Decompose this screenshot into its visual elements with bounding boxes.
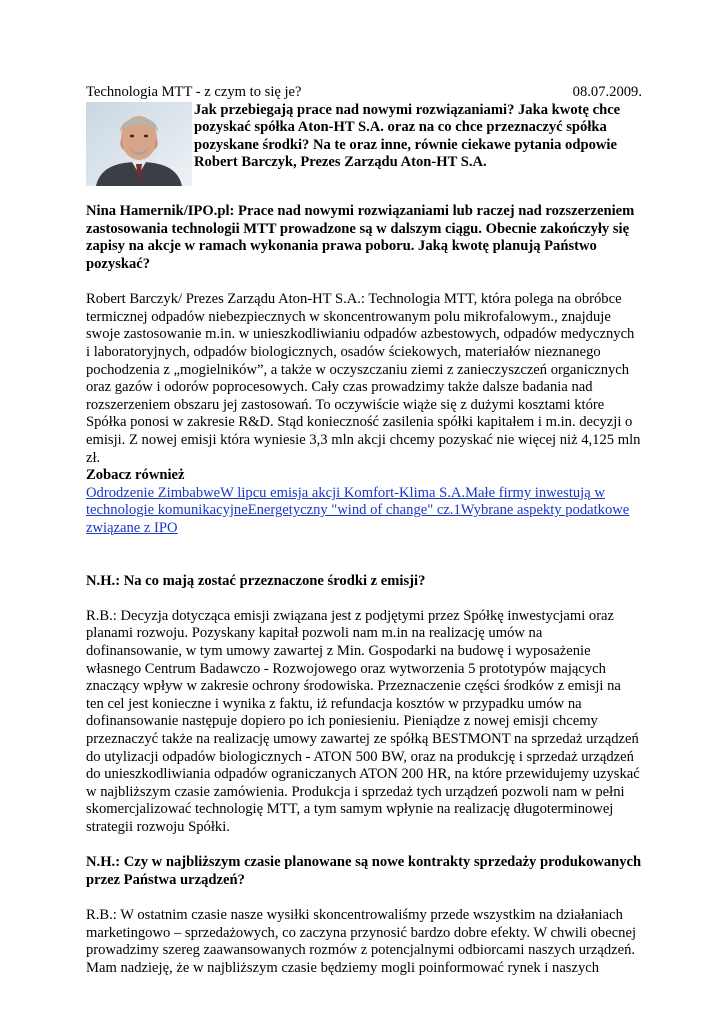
intro-block xyxy=(86,102,642,186)
spacer xyxy=(86,590,642,608)
question-2: N.H.: Na co mają zostać przeznaczone środki z emisji? xyxy=(86,572,426,589)
see-also-links xyxy=(86,485,642,538)
question-1: Nina Hamernik/IPO.pl: Prace nad nowymi rozwiązaniami lub raczej nad rozszerzeniem zastosowania technologii MTT prowadzone są w dalszym ciągu. Obecnie zakończyły się zapisy na akcje w ramach wykonania prawa poboru. Jaką kwotę planują Państwo pozyskać? xyxy=(86,203,635,272)
spacer xyxy=(86,537,642,555)
spacer xyxy=(86,186,642,204)
link-male-firmy[interactable]: Małe firmy inwestują w technologie komunikacyjne xyxy=(86,484,605,519)
portrait-photo-icon xyxy=(86,102,192,186)
spacer xyxy=(86,889,642,907)
spacer xyxy=(86,274,642,292)
answer-3: R.B.: W ostatnim czasie nasze wysiłki skoncentrowaliśmy przede wszystkim na działaniach marketingowo – sprzedażowych, co zaczyna przynosić bardzo dobre efekty. W chwili obecnej prowadzimy szereg zaawansowanych rozmów z potencjalnymi odbiorcami naszych urządzeń. Mam nadzieję, że w najbliższym czasie będziemy mogli poinformować rynek i naszych xyxy=(86,906,637,976)
link-komfort-klima[interactable]: W lipcu emisja akcji Komfort-Klima S.A. xyxy=(220,484,466,501)
article-date: 08.07.2009. xyxy=(572,84,642,100)
document-page xyxy=(86,84,642,977)
see-also-label: Zobacz również xyxy=(86,467,185,484)
answer-1: Robert Barczyk/ Prezes Zarządu Aton-HT S.A.: Technologia MTT, która polega na obróbce termicznej odpadów niebezpiecznych w skoncentrowanym polu mikrofalowym., znajduje swoje zastosowanie m.in. w unieszkodliwianiu odpadów azbestowych, odpadów medycznych i laboratoryjnych, odpadów biologicznych, osadów ściekowych, materiałów nieznanego pochodzenia z „mogielników”, a także w oczyszczaniu ziemi z zanieczyszczeń organicznych oraz gazów i odorów poprocesowych. Cały czas prowadzimy także dalsze badania nad rozszerzeniem obszaru jej zastosowań. To oczywiście wiąże się z dużymi kosztami które Spółka ponosi w zakresie R&D. Stąd konieczność zasilenia spółki kapitałem i m.in. decyzji o emisji. Z nowej emisji która wyniesie 3,3 mln akcji chcemy pozyskać nie więcej niż 4,125 mln zł. xyxy=(86,291,641,466)
spacer xyxy=(86,555,642,573)
answer-2: R.B.: Decyzja dotycząca emisji związana jest z podjętymi przez Spółkę inwestycjami oraz planami rozwoju. Pozyskany kapitał pozwoli nam m.in na realizację umów na dofinansowanie, w tym umowy zawartej z Min. Gospodarki na budowę i wyposażenie własnego Centrum Badawczo - Rozwojowego oraz wytworzenia 5 prototypów mających znaczący wpływ w zakresie ochrony środowiska. Przeznaczenie części środków z emisji na ten cel jest konieczne i wynika z faktu, iż refundacja kosztów w przypadku umów na dofinansowanie następuje dopiero po ich poniesieniu. Pieniądze z nowej emisji chcemy przeznaczyć także na realizację umowy zawartej ze spółką BESTMONT na sprzedaż urządzeń do utylizacji odpadów biologicznych - ATON 500 BW, oraz na produkcję i sprzedaż urządzeń do unieszkodliwiania odpadów ograniczanych ATON 200 HR, na które przewidujemy uzyskać w najbliższym czasie zamówienia. Produkcja i sprzedaż tych urządzeń pozwoli nam w pełni skomercjalizować technologię MTT, a tym samym wpłynie na realizację długoterminowej strategii rozwoju Spółki. xyxy=(86,607,640,835)
link-odrodzenie-zimbabwe[interactable]: Odrodzenie Zimbabwe xyxy=(86,484,221,501)
link-aspekty-podatkowe[interactable]: Wybrane aspekty podatkowe związane z IPO xyxy=(86,502,630,536)
spacer xyxy=(86,837,642,855)
question-3: N.H.: Czy w najbliższym czasie planowane są nowe kontrakty sprzedaży produkowanych przez Państwa urządzeń? xyxy=(86,854,642,888)
header-row xyxy=(86,84,642,102)
portrait-photo-graphic xyxy=(86,102,192,186)
link-energetyczny[interactable]: Energetyczny "wind of change" cz.1 xyxy=(247,502,461,519)
article-title: Technologia MTT - z czym to się je? xyxy=(86,84,302,100)
lead-paragraph: Jak przebiegają prace nad nowymi rozwiązaniami? Jaka kwotę chce pozyskać spółka Aton-HT S.A. oraz na co chce przeznaczyć spółka pozyskane środki? Na te oraz inne, równie ciekawe pytania odpowie Robert Barczyk, Prezes Zarządu Aton-HT S.A. xyxy=(194,101,621,171)
